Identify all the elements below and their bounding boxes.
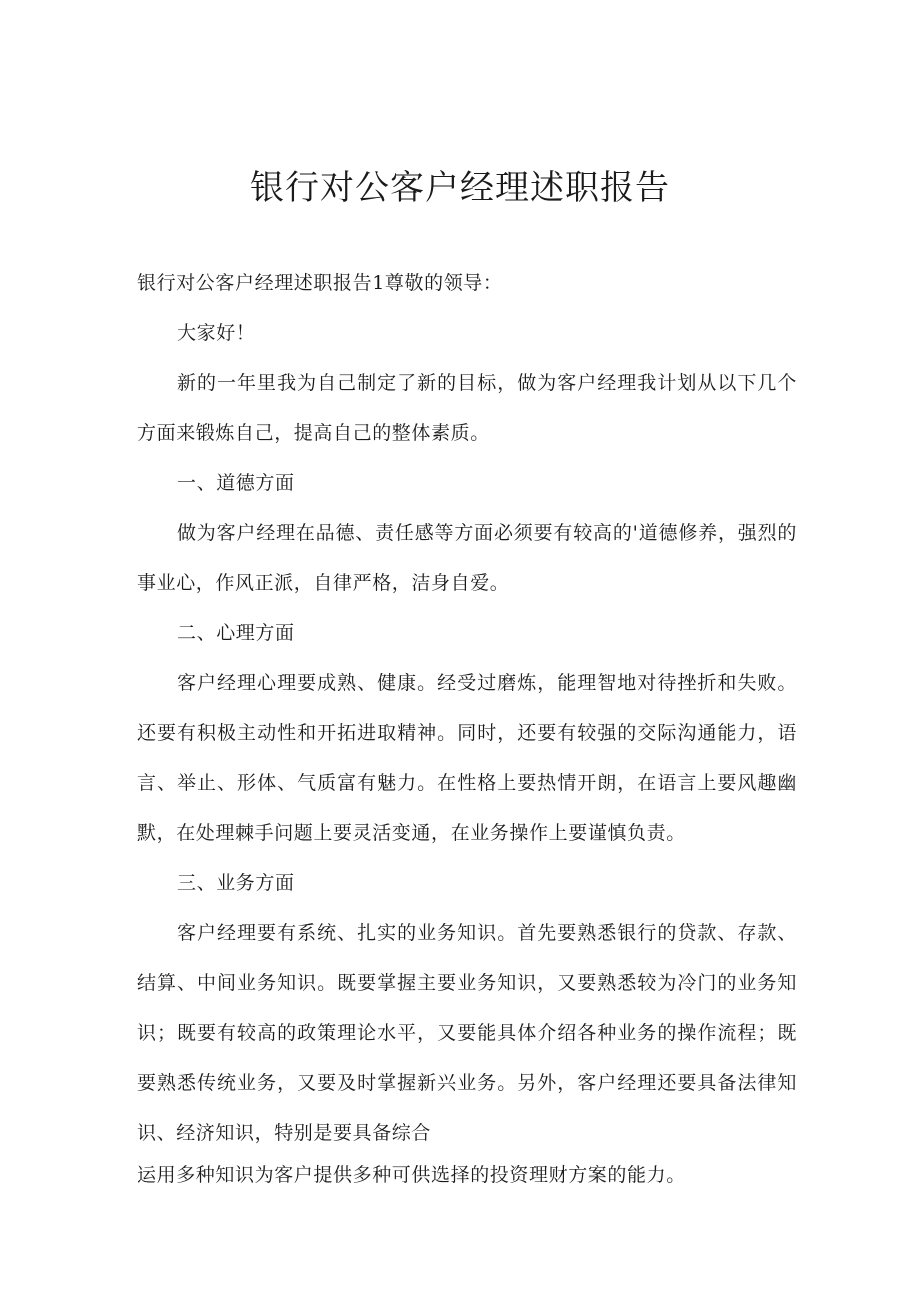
business-paragraph: 客户经理要有系统、扎实的业务知识。首先要熟悉银行的贷款、存款、结算、中间业务知识。既要掌握主要业务知识，又要熟悉较为冷门的业务知识；既要有较高的政策理论水平，又要能具体介绍各种业务的操作流程；既要熟悉传统业务，又要及时掌握新兴业务。另外，客户经理还要具备法律知识、经济知识，特别是要具备综合 <box>137 922 797 1144</box>
moral-paragraph: 做为客户经理在品德、责任感等方面必须要有较高的'道德修养，强烈的事业心，作风正派，自律严格，洁身自爱。 <box>137 522 797 594</box>
section-heading-psychology: 二、心理方面 <box>177 622 295 644</box>
section-heading-business: 三、业务方面 <box>177 872 295 894</box>
document-body <box>137 258 797 1192</box>
closing-paragraph: 运用多种知识为客户提供多种可供选择的投资理财方案的能力。 <box>137 1164 686 1186</box>
document-title: 银行对公客户经理述职报告 <box>250 168 670 208</box>
section-heading-moral: 一、道德方面 <box>177 472 295 494</box>
intro-paragraph: 新的一年里我为自己制定了新的目标，做为客户经理我计划从以下几个方面来锻炼自己，提高自己的整体素质。 <box>137 372 797 444</box>
salutation-paragraph: 银行对公客户经理述职报告1尊敬的领导： <box>137 272 503 294</box>
greeting-paragraph: 大家好！ <box>177 322 256 344</box>
psychology-paragraph: 客户经理心理要成熟、健康。经受过磨炼，能理智地对待挫折和失败。还要有积极主动性和开拓进取精神。同时，还要有较强的交际沟通能力，语言、举止、形体、气质富有魅力。在性格上要热情开朗，在语言上要风趣幽默，在处理棘手问题上要灵活变通，在业务操作上要谨慎负责。 <box>137 672 797 844</box>
